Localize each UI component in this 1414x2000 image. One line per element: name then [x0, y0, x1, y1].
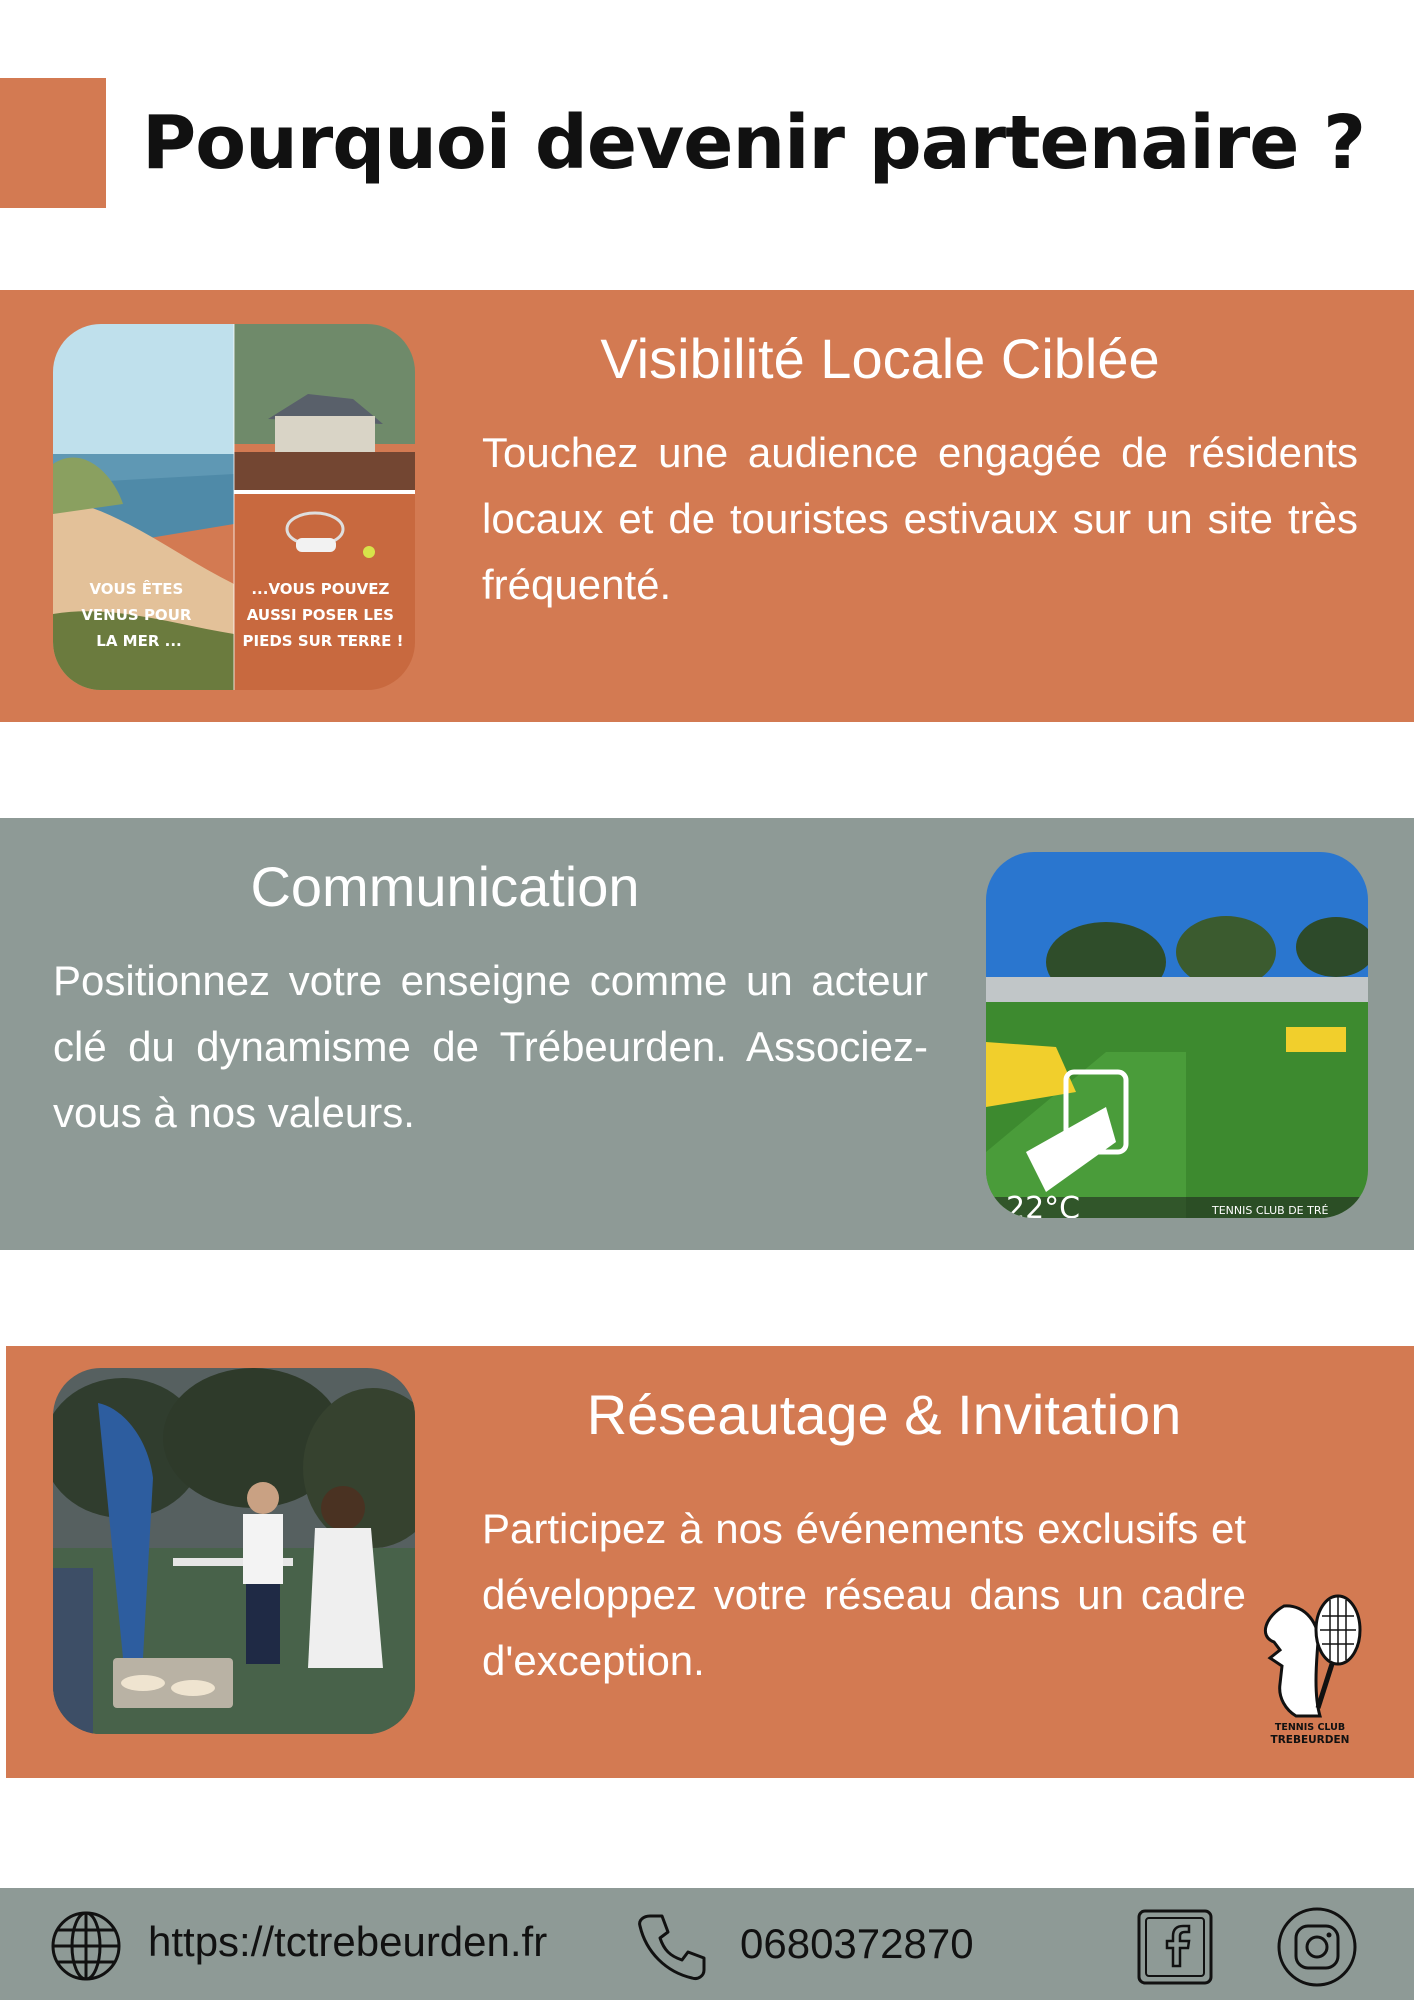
- footer: [0, 1888, 1414, 2000]
- globe-icon[interactable]: [50, 1910, 122, 1982]
- section-text: Touchez une audience engagée de résidents locaux et de touristes estivaux sur un site très fréquenté.: [482, 429, 1358, 608]
- photo-caption-left: VOUS ÊTES VENUS POUR LA MER ...: [81, 580, 192, 650]
- terrace-photo: [986, 852, 1368, 1218]
- page-title: Pourquoi devenir partenaire ?: [142, 100, 1366, 186]
- section-title: Réseautage & Invitation: [586, 1383, 1182, 1446]
- website-link[interactable]: https://tctrebeurden.fr: [148, 1918, 548, 1965]
- section-communication: [0, 818, 1414, 1250]
- section-title: Communication: [250, 855, 640, 918]
- facebook-icon[interactable]: [1136, 1908, 1214, 1986]
- photo-caption-right: ...VOUS POUVEZ AUSSI POSER LES PIEDS SUR TERRE !: [242, 580, 404, 650]
- beach-tennis-photo: [53, 324, 415, 690]
- phone-number[interactable]: 0680372870: [740, 1920, 974, 1967]
- header-accent-square: [0, 78, 106, 208]
- photo-overlay-label: TENNIS CLUB DE TRÉ: [1212, 1204, 1329, 1217]
- tennis-club-logo: [1256, 1586, 1364, 1754]
- phone-icon[interactable]: [636, 1910, 708, 1982]
- logo-text-line-1: TENNIS CLUB: [1274, 1722, 1346, 1733]
- section-title: Visibilité Locale Ciblée: [600, 327, 1160, 390]
- logo-text-line-2: TREBEURDEN: [1270, 1734, 1350, 1746]
- instagram-icon[interactable]: [1276, 1906, 1358, 1988]
- photo-overlay-temperature: 22°C: [1006, 1191, 1081, 1218]
- section-text: Participez à nos événements exclusifs et développez votre réseau dans un cadre d'exception.: [482, 1505, 1246, 1684]
- section-text: Positionnez votre enseigne comme un acteur clé du dynamisme de Trébeurden. Associez-vous à nos valeurs.: [53, 957, 928, 1136]
- section-reseautage: [6, 1346, 1414, 1778]
- event-photo: [53, 1368, 415, 1734]
- section-visibilite: [0, 290, 1414, 722]
